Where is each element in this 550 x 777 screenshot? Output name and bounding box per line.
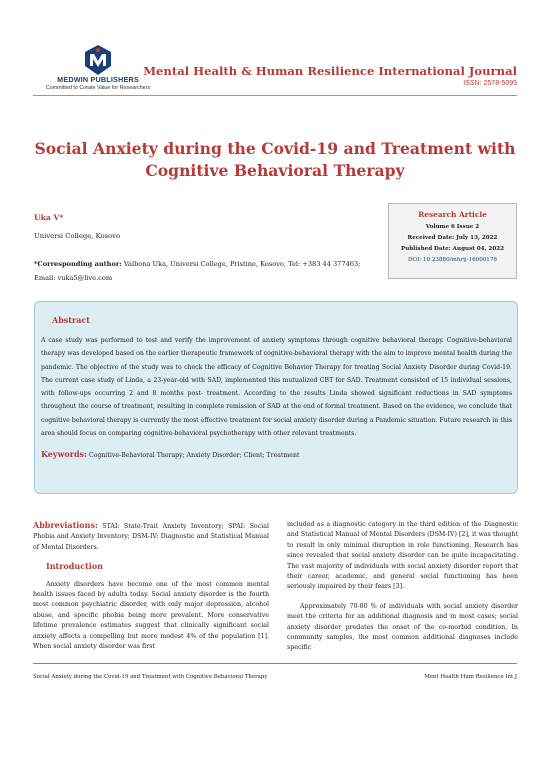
abbreviations — [33, 520, 269, 553]
article-title: Social Anxiety during the Covid-19 and Treatment with Cognitive Behavioral Therapy — [34, 139, 516, 180]
corresponding-text: Valbona Uka, Universi College, Pristine, Kosovo, Tel: +383 44 377463; Email: vuka5@live.com — [34, 260, 361, 282]
footer-running-title: Social Anxiety during the Covid-19 and Treatment with Cognitive Behavioral Therapy — [33, 674, 268, 680]
abbreviations-text: STAI: State-Trait Anxiety Inventory; SPAI: Social Phobia and Anxiety Inventory; DSM-IV: Diagnostic and Statistical Manual of Mental Disorders. — [33, 523, 269, 551]
author-affiliation: Universi College, Kosovo — [34, 232, 121, 240]
right-paragraph-1: included as a diagnostic category in the third edition of the Diagnostic and Statistical Manual of Mental Disorders (DSM-IV) [2], it was thought to result in only minimal disruption in role functioning. Research has since revealed that social anxiety disorder can be quite incapacitating. The vast majority of individuals with social anxiety disorder report that their career, academic, and general social functioning has been seriously impaired by their fears [3]. — [287, 521, 518, 591]
right-paragraph-2: Approximately 70-80 % of individuals with social anxiety disorder meet the criteria for an additional diagnosis and in most cases; social anxiety disorder predates the onset of the co-morbid condition. In community samples, the most common additional diagnoses include specific — [287, 602, 518, 652]
footer-journal-abbrev: Ment Health Hum Resilience Int J — [424, 674, 517, 680]
footer-divider — [33, 663, 517, 664]
keywords-text: Cognitive-Behavioral Therapy; Anxiety Disorder; Client; Treatment — [87, 452, 300, 460]
journal-name: Mental Health & Human Resilience International Journal — [143, 64, 517, 78]
keywords-label: Keywords: — [41, 449, 88, 460]
received-date: Received Date: July 13, 2022 — [407, 235, 498, 241]
intro-paragraph: Anxiety disorders have become one of the most common mental health issues faced by adults today. Social anxiety disorder is the fourth most common psychiatric disorder, with only major depression, alcohol abuse, and specific phobia being more prevalent. More conservative lifetime prevalence estimates suggest that clinically significant social anxiety affects a compelling but more modest 4% of the population [1]. When social anxiety disorder was first — [33, 580, 269, 651]
abstract-box — [34, 301, 518, 494]
publisher-tagline: Committed to Create Value for Researchers — [45, 85, 151, 91]
article-type: Research Article — [418, 210, 487, 219]
abstract-body: A case study was performed to test and verify the improvement of anxiety symptoms through cognitive behavioral therapy. Cognitive-behavioral therapy was developed based on the earlier therapeutic framework of cognitive-behavioral therapy with the aim to improve mental health during the pandemic. The objective of the study was to check the efficacy of Cognitive Behavior Therapy for treating Social Anxiety Disorder during Covid-19. The current case study of Linda, a 23-year-old with SAD, implemented this mutualized CBT for SAD. Treatment consisted of 15 individual sessions, with follow-ups occurring 2 and 8 months post- treatment. According to the results Linda showed significant reductions in SAD symptoms throughout the course of treatment, resulting in complete remission of SAD at the end of formal treatment. Based on the evidence, we conclude that cognitive behavioral therapy is currently the most effective treatment for social anxiety disorder during a Pandemic situation. Future research in this area should focus on comparing cognitive-behavioral psychotherapy with other relevant treatments. — [41, 337, 512, 438]
medwin-logo-icon — [83, 44, 113, 76]
introduction-heading: Introduction — [46, 561, 103, 572]
corresponding-label: *Corresponding author: — [34, 260, 122, 268]
corresponding-author — [34, 257, 362, 285]
publisher-name: MEDWIN PUBLISHERS — [57, 75, 139, 84]
article-info-box — [388, 203, 517, 279]
right-column — [287, 520, 518, 654]
doi-link[interactable]: DOI: 10.23880/mhrij-16000178 — [408, 257, 497, 263]
abstract-heading: Abstract — [52, 315, 90, 325]
published-date: Published Date: August 04, 2022 — [400, 246, 504, 252]
header-divider — [33, 95, 517, 96]
journal-issn: ISSN: 2578-5095 — [463, 80, 517, 87]
volume-issue: Volume 6 Issue 2 — [425, 224, 480, 230]
abbreviations-label: Abbreviations: — [33, 520, 98, 530]
keywords — [41, 449, 512, 459]
author-name: Uka V* — [34, 213, 64, 222]
left-column — [33, 520, 269, 652]
